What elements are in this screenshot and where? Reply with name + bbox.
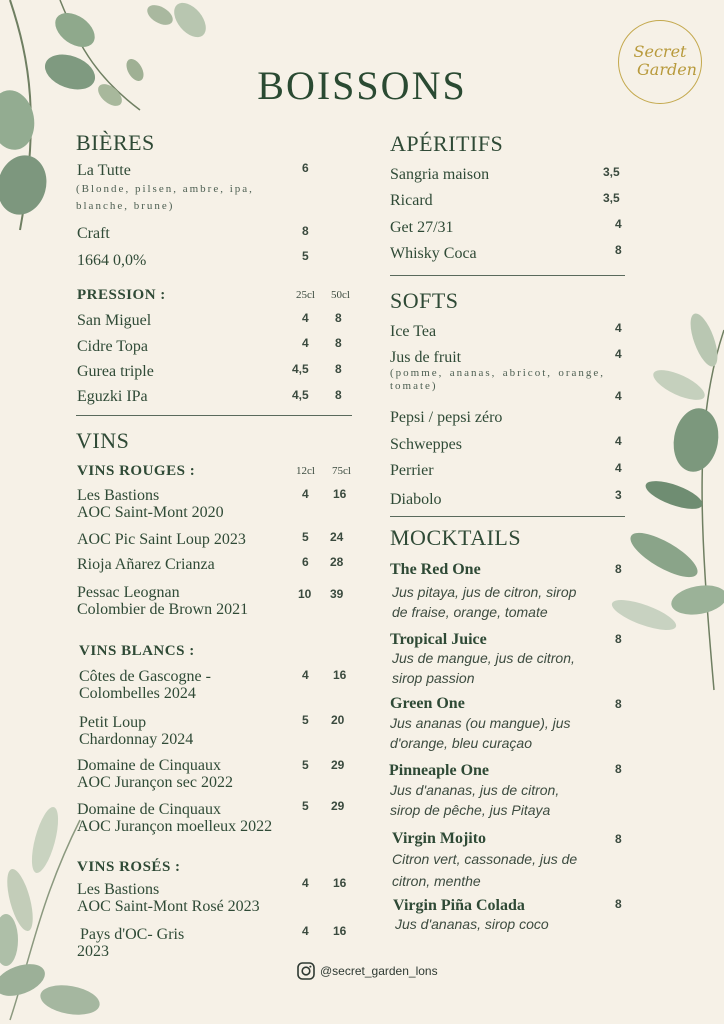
menu-item-price: 4 [615, 321, 622, 335]
menu-item-price: 8 [615, 632, 622, 646]
section-vins-heading: VINS [76, 428, 130, 453]
menu-item-price: 5 [302, 713, 309, 727]
menu-item-name: Rioja Añarez Crianza [77, 556, 215, 573]
menu-item-name [77, 487, 224, 521]
menu-item-price: 8 [615, 243, 622, 257]
divider [390, 275, 625, 276]
menu-item-price: 4 [615, 347, 622, 361]
leaf-decoration-right [600, 0, 601, 1]
menu-item-price: 28 [330, 555, 344, 569]
menu-item-price: 3 [615, 488, 622, 502]
instagram-icon [297, 962, 315, 980]
column-header-75cl: 75cl [332, 465, 351, 477]
menu-item-price: 6 [302, 161, 309, 175]
mocktail-name: The Red One [390, 561, 481, 578]
subsection-vins-blancs-heading: VINS BLANCS : [79, 643, 195, 659]
menu-item-price: 4 [302, 311, 309, 325]
menu-item-line2: AOC Jurançon sec 2022 [77, 774, 233, 791]
menu-item-price: 5 [302, 249, 309, 263]
menu-item-price: 20 [331, 713, 345, 727]
mocktail-description-line1: Jus d'ananas, sirop coco [395, 916, 549, 932]
menu-item-name [77, 881, 260, 915]
menu-item-name: Schweppes [390, 436, 462, 453]
menu-item-name [77, 584, 248, 618]
mocktail-description [392, 582, 576, 622]
mocktail-description-line2: sirop passion [392, 670, 475, 686]
menu-item-price: 16 [333, 876, 347, 890]
menu-item-price: 3,5 [603, 191, 620, 205]
menu-item-line2: AOC Jurançon moelleux 2022 [77, 818, 273, 835]
divider [76, 415, 352, 416]
section-softs-heading: SOFTS [390, 288, 459, 313]
menu-item-price: 16 [333, 487, 347, 501]
menu-item-price: 8 [615, 562, 622, 576]
subsection-pression-heading: PRESSION : [77, 287, 166, 303]
menu-item-name: Cidre Topa [77, 338, 149, 355]
menu-item-name: 1664 0,0% [77, 252, 147, 269]
mocktail-description [392, 648, 575, 688]
menu-item-price: 8 [615, 762, 622, 776]
menu-item-name: Craft [77, 225, 110, 242]
menu-item-name [77, 757, 233, 791]
menu-item-price: 24 [330, 530, 344, 544]
menu-item-line2: AOC Saint-Mont 2020 [77, 504, 224, 521]
menu-item-price: 4 [302, 876, 309, 890]
mocktail-description [392, 848, 577, 892]
menu-item-price: 8 [335, 336, 342, 350]
menu-item-name: Jus de fruit [390, 349, 462, 366]
menu-item-line2: Colombelles 2024 [79, 685, 196, 702]
mocktail-description-line2: citron, menthe [392, 873, 481, 889]
menu-item-price: 16 [333, 668, 347, 682]
menu-item-description: (pomme, ananas, abricot, orange, tomate) [390, 367, 605, 392]
mocktail-description-line2: de fraise, orange, tomate [392, 604, 548, 620]
logo-line1: Secret [633, 42, 687, 61]
menu-item-name [77, 926, 184, 960]
menu-item-line2: Colombier de Brown 2021 [77, 601, 249, 618]
menu-item-line1: Côtes de Gascogne - [79, 668, 211, 685]
menu-item-price: 8 [615, 897, 622, 911]
menu-item-name: La Tutte [77, 162, 131, 179]
menu-item-price: 4 [302, 336, 309, 350]
menu-item-price: 8 [335, 311, 342, 325]
menu-item-price: 29 [331, 758, 345, 772]
instagram-link[interactable] [297, 962, 438, 980]
menu-item-name [79, 714, 193, 748]
menu-item-name: Sangria maison [390, 166, 490, 183]
menu-item-price: 4 [302, 487, 309, 501]
menu-item-name [79, 668, 211, 702]
menu-item-line1: Petit Loup [79, 714, 147, 731]
mocktail-description-line1: Jus pitaya, jus de citron, sirop [392, 584, 577, 600]
menu-item-price: 5 [302, 758, 309, 772]
menu-item-line1: Les Bastions [77, 487, 160, 504]
mocktail-description-line1: Jus ananas (ou mangue), jus [390, 715, 571, 731]
mocktail-description-line1: Jus d'ananas, jus de citron, [390, 782, 560, 798]
mocktail-name: Tropical Juice [390, 631, 487, 648]
mocktail-name: Virgin Mojito [392, 830, 487, 847]
instagram-handle: @secret_garden_lons [320, 964, 438, 978]
mocktail-description-line1: Citron vert, cassonade, jus de [392, 851, 578, 867]
mocktail-description [390, 780, 559, 820]
menu-item-price: 4 [302, 924, 309, 938]
menu-item-line1: Les Bastions [77, 881, 160, 898]
menu-item-price: 10 [298, 587, 312, 601]
menu-item-price: 4 [615, 434, 622, 448]
menu-item-name [77, 801, 272, 835]
menu-item-price: 4 [615, 217, 622, 231]
mocktail-description [395, 914, 549, 934]
mocktail-description-line2: d'orange, bleu curaçao [390, 735, 532, 751]
menu-item-name: Perrier [390, 462, 434, 479]
menu-item-name: Eguzki IPa [77, 388, 148, 405]
subsection-vins-rouges-heading: VINS ROUGES : [77, 463, 196, 479]
column-header-25cl: 25cl [296, 289, 315, 301]
menu-item-name: Ice Tea [390, 323, 437, 340]
mocktail-name: Virgin Piña Colada [393, 897, 525, 914]
mocktail-description [390, 713, 571, 753]
menu-item-line1: Domaine de Cinquaux [77, 757, 221, 774]
menu-item-price: 4,5 [292, 388, 309, 402]
section-aperitifs-heading: APÉRITIFS [390, 131, 504, 156]
menu-item-price: 8 [615, 832, 622, 846]
menu-item-price: 4,5 [292, 362, 309, 376]
menu-item-line1: Pays d'OC- Gris [80, 926, 185, 943]
leaf-decoration-right-side [604, 300, 724, 700]
menu-item-price: 3,5 [603, 165, 620, 179]
menu-item-name: Ricard [390, 192, 433, 209]
menu-item-price: 8 [615, 697, 622, 711]
menu-item-price: 29 [331, 799, 345, 813]
menu-item-name: Whisky Coca [390, 245, 477, 262]
menu-item-line2: Chardonnay 2024 [79, 731, 194, 748]
menu-item-line2: 2023 [77, 943, 109, 960]
menu-item-price: 5 [302, 530, 309, 544]
menu-item-price: 4 [615, 389, 622, 403]
menu-item-price: 6 [302, 555, 309, 569]
menu-item-name: Diabolo [390, 491, 442, 508]
menu-item-description: (Blonde, pilsen, ambre, ipa, blanche, brune) [76, 183, 254, 212]
menu-item-price: 4 [302, 668, 309, 682]
menu-item-name: Get 27/31 [390, 219, 454, 236]
menu-item-line1: Pessac Leognan [77, 584, 180, 601]
menu-item-price: 39 [330, 587, 344, 601]
menu-item-price: 5 [302, 799, 309, 813]
mocktail-description-line2: sirop de pêche, jus Pitaya [390, 802, 551, 818]
menu-item-line1: Domaine de Cinquaux [77, 801, 221, 818]
section-mocktails-heading: MOCKTAILS [390, 525, 522, 550]
menu-item-price: 8 [302, 224, 309, 238]
menu-item-line2: AOC Saint-Mont Rosé 2023 [77, 898, 260, 915]
mocktail-name: Pinneaple One [389, 762, 490, 779]
logo-line2: Garden [637, 60, 697, 79]
page-title: BOISSONS [257, 63, 467, 108]
column-header-12cl: 12cl [296, 465, 315, 477]
menu-item-price: 8 [335, 388, 342, 402]
menu-item-name: San Miguel [77, 312, 152, 329]
subsection-vins-roses-heading: VINS ROSÉS : [77, 859, 181, 875]
menu-item-name: Pepsi / pepsi zéro [390, 409, 503, 426]
menu-item-price: 16 [333, 924, 347, 938]
divider [390, 516, 625, 517]
section-bieres-heading: BIÈRES [76, 130, 155, 155]
column-header-50cl: 50cl [331, 289, 350, 301]
mocktail-name: Green One [390, 695, 465, 712]
menu-item-price: 4 [615, 461, 622, 475]
menu-item-price: 8 [335, 362, 342, 376]
menu-item-name: AOC Pic Saint Loup 2023 [77, 531, 246, 548]
mocktail-description-line1: Jus de mangue, jus de citron, [392, 650, 575, 666]
menu-item-name: Gurea triple [77, 363, 154, 380]
